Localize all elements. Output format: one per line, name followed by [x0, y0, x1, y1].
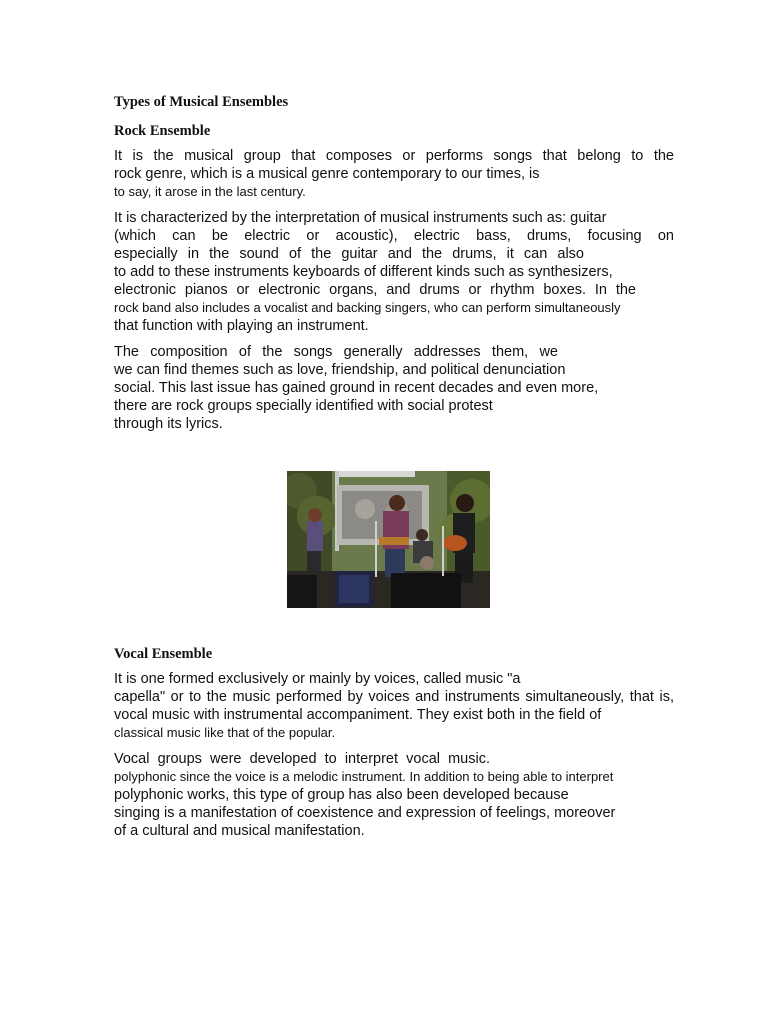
text-line: to say, it arose in the last century.: [114, 184, 306, 199]
vocal-section: [114, 644, 674, 848]
text-line: polyphonic works, this type of group has also been developed because: [114, 787, 569, 803]
text-line: Vocal groups were developed to interpret vocal music.: [114, 751, 490, 767]
text-line: It is the musical group that composes or performs songs that belong to the: [114, 148, 674, 164]
text-line: vocal music with instrumental accompaniment. They exist both in the field of: [114, 707, 602, 723]
text-line: classical music like that of the popular.: [114, 725, 336, 740]
text-line: that function with playing an instrument.: [114, 318, 369, 334]
rock-band-photo: [287, 471, 490, 608]
text-line: of a cultural and musical manifestation.: [114, 823, 365, 839]
text-line: rock band also includes a vocalist and backing singers, who can perform simultaneously: [114, 300, 621, 315]
text-line: there are rock groups specially identified with social protest: [114, 398, 493, 414]
text-line: especially in the sound of the guitar and the drums, it can also: [114, 246, 584, 262]
text-line: singing is a manifestation of coexistence and expression of feelings, moreover: [114, 805, 616, 821]
text-line: capella" or to the music performed by voices and instruments simultaneously, that is,: [114, 689, 674, 705]
text-line: The composition of the songs generally addresses them, we: [114, 344, 558, 360]
text-line: electronic pianos or electronic organs, and drums or rhythm boxes. In the: [114, 282, 636, 298]
text-line: we can find themes such as love, friendship, and political denunciation: [114, 362, 566, 378]
rock-section: [114, 92, 674, 441]
text-line: social. This last issue has gained ground in recent decades and even more,: [114, 380, 599, 396]
document-title: Types of Musical Ensembles: [114, 94, 289, 110]
section-heading-vocal-ensemble: Vocal Ensemble: [114, 646, 213, 662]
text-line: to add to these instruments keyboards of different kinds such as synthesizers,: [114, 264, 613, 280]
paragraph-rock-3: [114, 343, 674, 433]
text-line: rock genre, which is a musical genre contemporary to our times, is: [114, 166, 540, 182]
paragraph-rock-1: [114, 147, 674, 201]
text-line: It is characterized by the interpretation of musical instruments such as: guitar: [114, 210, 607, 226]
text-line: polyphonic since the voice is a melodic instrument. In addition to being able to interpret: [114, 769, 614, 784]
text-line: (which can be electric or acoustic), electric bass, drums, focusing on: [114, 228, 674, 244]
paragraph-rock-2: [114, 209, 674, 335]
paragraph-vocal-2: [114, 750, 674, 840]
section-heading-rock-ensemble: Rock Ensemble: [114, 123, 211, 139]
text-line: through its lyrics.: [114, 416, 223, 432]
text-line: It is one formed exclusively or mainly by voices, called music "a: [114, 671, 521, 687]
paragraph-vocal-1: [114, 670, 674, 742]
